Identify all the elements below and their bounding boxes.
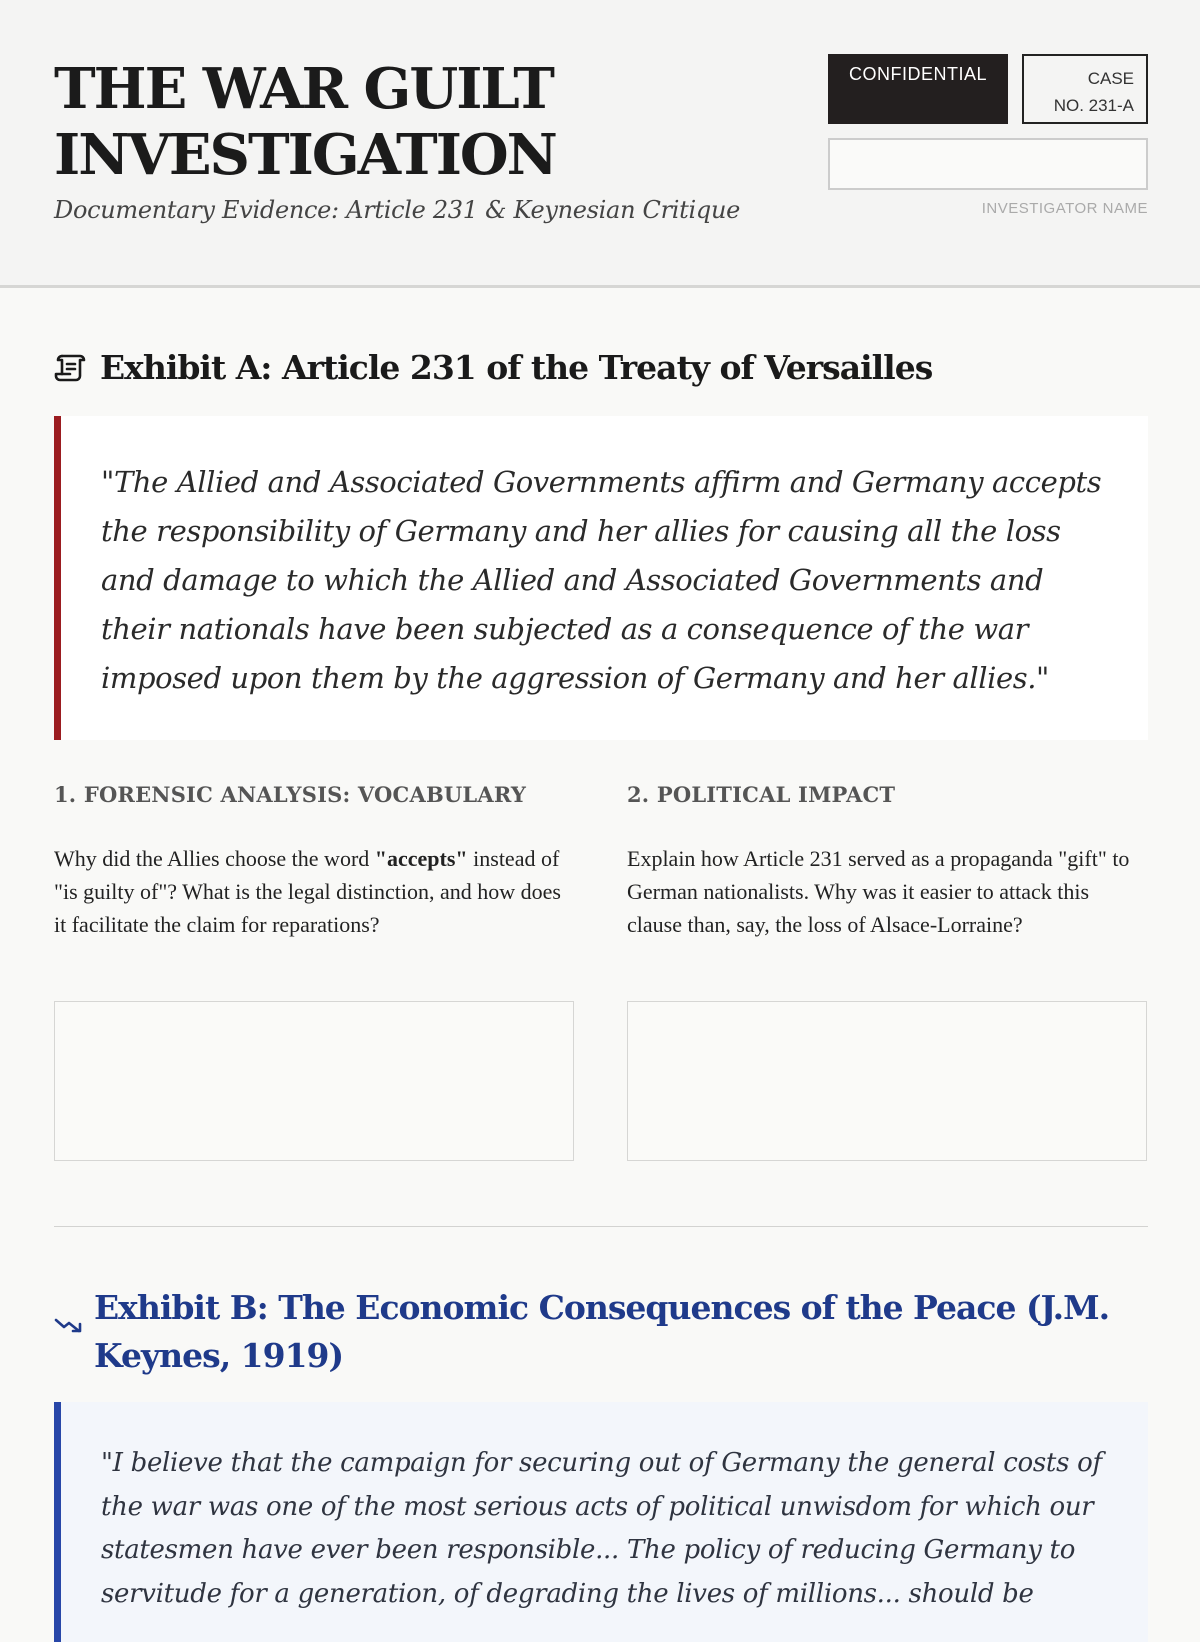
page-subtitle: Documentary Evidence: Article 231 & Keynesian Critique xyxy=(54,196,741,224)
exhibit-b-title: Exhibit B: The Economic Consequences of the Peace (J.M. Keynes, 1919) xyxy=(94,1288,1110,1375)
exhibit-a-heading xyxy=(54,344,932,396)
question-2-answer-box[interactable] xyxy=(627,1001,1147,1161)
investigator-name-input[interactable] xyxy=(828,138,1148,190)
case-number: NO. 231-A xyxy=(1053,96,1134,115)
section-divider xyxy=(54,1226,1148,1227)
question-2-text: Explain how Article 231 served as a propaganda "gift" to German nationalists. Why was it easier to attack this clause than, say, the loss of Alsace-Lorraine? xyxy=(627,846,1130,937)
header xyxy=(0,0,1200,288)
scroll-icon xyxy=(54,344,88,396)
exhibit-a-quote: "The Allied and Associated Governments affirm and Germany accepts the responsibility of Germany and her allies for causing all the loss and damage to which the Allied and Associated Governments and their nationals have been subjected as a consequence of the war imposed upon them by the aggression of Germany and her allies." xyxy=(54,416,1148,740)
question-1-text-before: Why did the Allies choose the word xyxy=(54,846,375,871)
page-title: THE WAR GUILT INVESTIGATION xyxy=(54,56,556,188)
question-1-text xyxy=(54,842,574,941)
exhibit-a-title: Exhibit A: Article 231 of the Treaty of Versailles xyxy=(100,348,933,387)
investigator-name-label: INVESTIGATOR NAME xyxy=(981,200,1148,217)
confidential-badge: CONFIDENTIAL xyxy=(828,54,1008,124)
question-1-answer-box[interactable] xyxy=(54,1001,574,1161)
question-1-keyword: "accepts" xyxy=(374,846,468,871)
case-label: CASE xyxy=(1087,69,1134,88)
trend-down-icon xyxy=(54,1284,84,1342)
question-1-text-after: instead of "is guilty of"? What is the legal distinction, and how does it facilitate the claim for reparations? xyxy=(54,846,561,937)
exhibit-b-heading xyxy=(54,1284,1148,1380)
question-2-heading: 2. POLITICAL IMPACT xyxy=(627,782,896,807)
question-1-heading: 1. FORENSIC ANALYSIS: VOCABULARY xyxy=(54,782,527,807)
exhibit-b-quote: "I believe that the campaign for securing out of Germany the general costs of the war was one of the most serious acts of political unwisdom for which our statesmen have ever been responsible... The policy of reducing Germany to servitude for a generation, of degrading the lives of millions... should be xyxy=(54,1402,1148,1642)
case-number-badge xyxy=(1022,54,1148,124)
